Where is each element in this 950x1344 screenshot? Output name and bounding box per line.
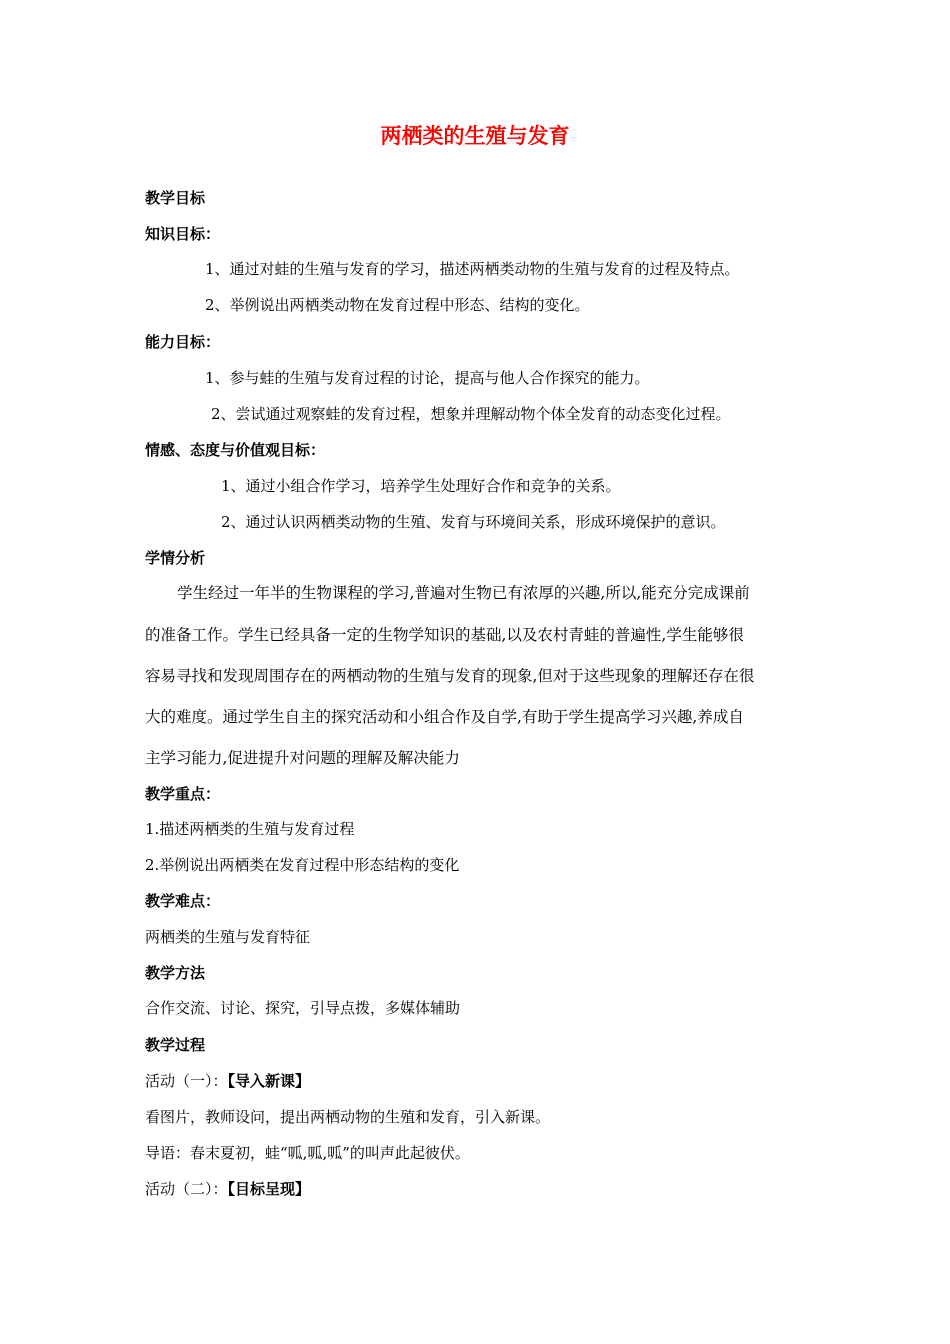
ability-heading: 能力目标：	[145, 333, 221, 351]
analysis-line: 主学习能力,促进提升对问题的理解及解决能力	[145, 749, 460, 767]
knowledge-heading: 知识目标：	[145, 225, 221, 243]
activity-1-text: 看图片，教师设问，提出两栖动物的生殖和发育，引入新课。	[145, 1108, 551, 1126]
process-heading: 教学过程	[145, 1036, 206, 1054]
analysis-line: 容易寻找和发现周围存在的两栖动物的生殖与发育的现象,但对于这些现象的理解还存在很	[145, 667, 755, 685]
knowledge-item: 2、举例说出两栖类动物在发育过程中形态、结构的变化。	[205, 296, 590, 314]
objectives-heading: 教学目标	[145, 189, 206, 207]
activity-2-label: 【目标呈现】	[227, 1180, 311, 1198]
key-point-item: 1.描述两栖类的生殖与发育过程	[145, 820, 355, 838]
difficulty-heading: 教学难点：	[145, 892, 221, 910]
emotion-heading: 情感、态度与价值观目标：	[145, 441, 326, 459]
document-title: 两栖类的生殖与发育	[380, 124, 570, 148]
activity-1-intro: 导语：春末夏初，蛙“呱,呱,呱”的叫声此起彼伏。	[145, 1144, 470, 1162]
activity-1-prefix: 活动（一）：	[145, 1072, 228, 1090]
emotion-item: 1、通过小组合作学习，培养学生处理好合作和竞争的关系。	[221, 477, 621, 495]
difficulty-text: 两栖类的生殖与发育特征	[145, 928, 311, 946]
key-point-item: 2.举例说出两栖类在发育过程中形态结构的变化	[145, 856, 460, 874]
analysis-line: 的准备工作。学生已经具备一定的生物学知识的基础,以及农村青蛙的普遍性,学生能够很	[145, 626, 744, 644]
activity-2-heading	[145, 1178, 310, 1200]
method-heading: 教学方法	[145, 964, 206, 982]
activity-2-prefix: 活动（二）：	[145, 1180, 228, 1198]
knowledge-item: 1、通过对蛙的生殖与发育的学习，描述两栖类动物的生殖与发育的过程及特点。	[205, 260, 740, 278]
analysis-heading: 学情分析	[145, 549, 206, 567]
ability-item: 2、尝试通过观察蛙的发育过程，想象并理解动物个体全发育的动态变化过程。	[211, 405, 731, 423]
ability-item: 1、参与蛙的生殖与发育过程的讨论，提高与他人合作探究的能力。	[205, 369, 650, 387]
analysis-line: 大的难度。通过学生自主的探究活动和小组合作及自学,有助于学生提高学习兴趣,养成自	[145, 708, 744, 726]
activity-1-heading	[145, 1070, 310, 1092]
emotion-item: 2、通过认识两栖类动物的生殖、发育与环境间关系，形成环境保护的意识。	[221, 513, 726, 531]
activity-1-label: 【导入新课】	[227, 1072, 311, 1090]
method-text: 合作交流、讨论、探究，引导点拨，多媒体辅助	[145, 999, 461, 1017]
analysis-line: 学生经过一年半的生物课程的学习,普遍对生物已有浓厚的兴趣,所以,能充分完成课前	[177, 584, 750, 602]
key-points-heading: 教学重点：	[145, 785, 221, 803]
